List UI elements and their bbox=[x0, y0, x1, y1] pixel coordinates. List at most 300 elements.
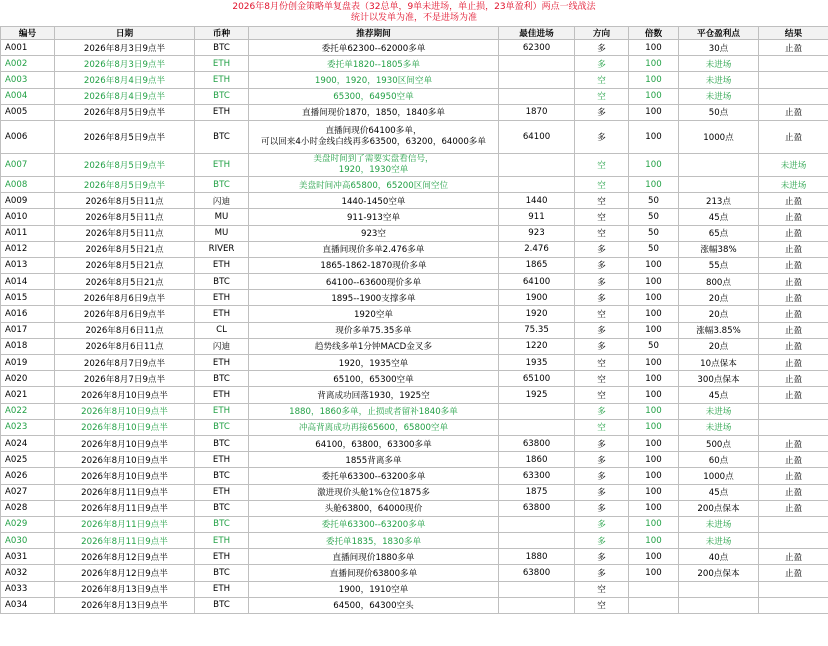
cell-pnl: 未进场 bbox=[679, 533, 759, 549]
cell-pnl: 未进场 bbox=[679, 419, 759, 435]
cell-date: 2026年8月11日9点半 bbox=[55, 484, 195, 500]
cell-recommendation: 直播间现价1880多单 bbox=[249, 549, 499, 565]
cell-leverage: 100 bbox=[629, 435, 679, 451]
table-row bbox=[1, 72, 828, 88]
cell-date: 2026年8月5日21点 bbox=[55, 241, 195, 257]
cell-date: 2026年8月4日9点半 bbox=[55, 88, 195, 104]
cell-id: A027 bbox=[1, 484, 55, 500]
cell-entry: 1875 bbox=[499, 484, 575, 500]
cell-recommendation: 委托单1835，1830多单 bbox=[249, 533, 499, 549]
cell-id: A016 bbox=[1, 306, 55, 322]
cell-result: 止盈 bbox=[759, 290, 828, 306]
cell-entry: 1925 bbox=[499, 387, 575, 403]
cell-result: 止盈 bbox=[759, 193, 828, 209]
cell-date: 2026年8月4日9点半 bbox=[55, 72, 195, 88]
cell-result: 止盈 bbox=[759, 452, 828, 468]
cell-date: 2026年8月5日9点半 bbox=[55, 104, 195, 120]
cell-pnl bbox=[679, 176, 759, 192]
cell-recommendation: 65300，64950空单 bbox=[249, 88, 499, 104]
cell-entry: 2.476 bbox=[499, 241, 575, 257]
cell-leverage: 100 bbox=[629, 88, 679, 104]
cell-direction: 多 bbox=[575, 56, 629, 72]
header-pnl: 平仓盈利点 bbox=[679, 27, 759, 40]
cell-recommendation: 头舱63800，64000现价 bbox=[249, 500, 499, 516]
cell-direction: 空 bbox=[575, 225, 629, 241]
cell-id: A002 bbox=[1, 56, 55, 72]
cell-recommendation: 64100--63600现价多单 bbox=[249, 274, 499, 290]
cell-result bbox=[759, 581, 828, 597]
cell-coin: ETH bbox=[195, 403, 249, 419]
cell-result: 止盈 bbox=[759, 120, 828, 153]
cell-direction: 空 bbox=[575, 209, 629, 225]
cell-recommendation: 1880，1860多单，止损或者留补1840多单 bbox=[249, 403, 499, 419]
cell-pnl: 1000点 bbox=[679, 468, 759, 484]
header-coin: 币种 bbox=[195, 27, 249, 40]
cell-leverage: 50 bbox=[629, 225, 679, 241]
cell-direction: 多 bbox=[575, 120, 629, 153]
cell-result: 止盈 bbox=[759, 500, 828, 516]
cell-entry: 75.35 bbox=[499, 322, 575, 338]
cell-result: 止盈 bbox=[759, 549, 828, 565]
table-row bbox=[1, 257, 828, 273]
cell-recommendation: 64500，64300空头 bbox=[249, 597, 499, 613]
cell-id: A004 bbox=[1, 88, 55, 104]
cell-result bbox=[759, 403, 828, 419]
cell-date: 2026年8月10日9点半 bbox=[55, 419, 195, 435]
cell-direction: 空 bbox=[575, 419, 629, 435]
cell-pnl bbox=[679, 597, 759, 613]
table-row bbox=[1, 120, 828, 153]
table-row bbox=[1, 371, 828, 387]
cell-date: 2026年8月7日9点半 bbox=[55, 371, 195, 387]
header-date: 日期 bbox=[55, 27, 195, 40]
cell-date: 2026年8月13日9点半 bbox=[55, 581, 195, 597]
cell-date: 2026年8月5日21点 bbox=[55, 257, 195, 273]
cell-coin: ETH bbox=[195, 452, 249, 468]
cell-recommendation: 美盘时间到了需要实盘看信号， 1920，1930空单 bbox=[249, 153, 499, 176]
cell-recommendation: 1900，1910空单 bbox=[249, 581, 499, 597]
cell-result: 止盈 bbox=[759, 274, 828, 290]
cell-recommendation: 直播间现价多单2.476多单 bbox=[249, 241, 499, 257]
cell-pnl: 20点 bbox=[679, 338, 759, 354]
cell-recommendation: 1855背离多单 bbox=[249, 452, 499, 468]
cell-result bbox=[759, 72, 828, 88]
cell-result: 止盈 bbox=[759, 338, 828, 354]
cell-pnl: 未进场 bbox=[679, 72, 759, 88]
cell-date: 2026年8月13日9点半 bbox=[55, 597, 195, 613]
cell-pnl: 40点 bbox=[679, 549, 759, 565]
cell-date: 2026年8月5日9点半 bbox=[55, 153, 195, 176]
cell-date: 2026年8月10日9点半 bbox=[55, 403, 195, 419]
cell-leverage: 100 bbox=[629, 257, 679, 273]
table-row bbox=[1, 484, 828, 500]
cell-date: 2026年8月6日11点 bbox=[55, 322, 195, 338]
cell-result bbox=[759, 533, 828, 549]
cell-coin: RIVER bbox=[195, 241, 249, 257]
table-row bbox=[1, 468, 828, 484]
cell-pnl: 涨幅38% bbox=[679, 241, 759, 257]
cell-result: 止盈 bbox=[759, 322, 828, 338]
table-row bbox=[1, 355, 828, 371]
cell-direction: 多 bbox=[575, 549, 629, 565]
cell-leverage: 100 bbox=[629, 176, 679, 192]
cell-date: 2026年8月3日9点半 bbox=[55, 40, 195, 56]
cell-id: A022 bbox=[1, 403, 55, 419]
cell-direction: 多 bbox=[575, 257, 629, 273]
cell-coin: ETH bbox=[195, 257, 249, 273]
cell-pnl: 涨幅3.85% bbox=[679, 322, 759, 338]
cell-result: 未进场 bbox=[759, 153, 828, 176]
cell-direction: 多 bbox=[575, 500, 629, 516]
cell-entry: 1440 bbox=[499, 193, 575, 209]
table-row bbox=[1, 500, 828, 516]
table-row bbox=[1, 153, 828, 176]
strategy-table bbox=[0, 26, 828, 614]
cell-coin: BTC bbox=[195, 371, 249, 387]
table-row bbox=[1, 104, 828, 120]
cell-pnl bbox=[679, 581, 759, 597]
table-body bbox=[1, 40, 828, 614]
cell-leverage: 100 bbox=[629, 484, 679, 500]
cell-id: A007 bbox=[1, 153, 55, 176]
cell-direction: 空 bbox=[575, 597, 629, 613]
cell-result: 止盈 bbox=[759, 565, 828, 581]
cell-pnl: 10点保本 bbox=[679, 355, 759, 371]
cell-leverage: 100 bbox=[629, 104, 679, 120]
cell-direction: 多 bbox=[575, 533, 629, 549]
cell-recommendation: 冲高背离成功再接65600，65800空单 bbox=[249, 419, 499, 435]
table-row bbox=[1, 597, 828, 613]
cell-entry: 64100 bbox=[499, 120, 575, 153]
table-row bbox=[1, 209, 828, 225]
cell-direction: 空 bbox=[575, 153, 629, 176]
cell-entry bbox=[499, 516, 575, 532]
cell-recommendation: 64100，63800，63300多单 bbox=[249, 435, 499, 451]
cell-leverage: 100 bbox=[629, 274, 679, 290]
cell-recommendation: 直播间现价1870，1850，1840多单 bbox=[249, 104, 499, 120]
cell-recommendation: 背离成功回落1930，1925空 bbox=[249, 387, 499, 403]
cell-coin: MU bbox=[195, 225, 249, 241]
cell-recommendation: 1440-1450空单 bbox=[249, 193, 499, 209]
cell-result bbox=[759, 56, 828, 72]
table-row bbox=[1, 193, 828, 209]
cell-result bbox=[759, 516, 828, 532]
cell-pnl: 45点 bbox=[679, 209, 759, 225]
table-row bbox=[1, 56, 828, 72]
cell-date: 2026年8月6日9点半 bbox=[55, 290, 195, 306]
cell-pnl: 45点 bbox=[679, 387, 759, 403]
cell-id: A013 bbox=[1, 257, 55, 273]
cell-date: 2026年8月5日9点半 bbox=[55, 176, 195, 192]
cell-coin: ETH bbox=[195, 153, 249, 176]
cell-id: A014 bbox=[1, 274, 55, 290]
cell-leverage: 100 bbox=[629, 387, 679, 403]
cell-direction: 多 bbox=[575, 104, 629, 120]
cell-coin: BTC bbox=[195, 435, 249, 451]
cell-pnl: 50点 bbox=[679, 104, 759, 120]
cell-leverage: 50 bbox=[629, 193, 679, 209]
cell-coin: BTC bbox=[195, 565, 249, 581]
cell-leverage: 100 bbox=[629, 40, 679, 56]
table-row bbox=[1, 419, 828, 435]
cell-date: 2026年8月5日11点 bbox=[55, 209, 195, 225]
cell-leverage bbox=[629, 597, 679, 613]
cell-entry bbox=[499, 56, 575, 72]
cell-entry: 64100 bbox=[499, 274, 575, 290]
cell-pnl: 未进场 bbox=[679, 403, 759, 419]
table-row bbox=[1, 306, 828, 322]
cell-id: A003 bbox=[1, 72, 55, 88]
header-recommendation: 推荐期间 bbox=[249, 27, 499, 40]
table-row bbox=[1, 241, 828, 257]
cell-result: 未进场 bbox=[759, 176, 828, 192]
cell-leverage: 100 bbox=[629, 419, 679, 435]
table-row bbox=[1, 322, 828, 338]
cell-recommendation: 1900，1920，1930区间空单 bbox=[249, 72, 499, 88]
cell-date: 2026年8月12日9点半 bbox=[55, 549, 195, 565]
cell-direction: 多 bbox=[575, 403, 629, 419]
cell-coin: ETH bbox=[195, 56, 249, 72]
cell-coin: BTC bbox=[195, 88, 249, 104]
cell-id: A025 bbox=[1, 452, 55, 468]
cell-entry bbox=[499, 533, 575, 549]
header-direction: 方向 bbox=[575, 27, 629, 40]
cell-entry bbox=[499, 153, 575, 176]
cell-result bbox=[759, 419, 828, 435]
cell-pnl: 200点保本 bbox=[679, 565, 759, 581]
cell-entry: 923 bbox=[499, 225, 575, 241]
table-row bbox=[1, 516, 828, 532]
cell-entry: 62300 bbox=[499, 40, 575, 56]
cell-direction: 空 bbox=[575, 193, 629, 209]
cell-leverage: 100 bbox=[629, 153, 679, 176]
cell-id: A010 bbox=[1, 209, 55, 225]
cell-pnl: 65点 bbox=[679, 225, 759, 241]
cell-direction: 多 bbox=[575, 241, 629, 257]
cell-recommendation: 1920空单 bbox=[249, 306, 499, 322]
table-row bbox=[1, 88, 828, 104]
cell-coin: BTC bbox=[195, 419, 249, 435]
cell-pnl: 20点 bbox=[679, 306, 759, 322]
cell-id: A033 bbox=[1, 581, 55, 597]
table-row bbox=[1, 225, 828, 241]
cell-recommendation: 激进现价头舱1%仓位1875多 bbox=[249, 484, 499, 500]
cell-direction: 多 bbox=[575, 484, 629, 500]
cell-coin: CL bbox=[195, 322, 249, 338]
cell-leverage: 100 bbox=[629, 306, 679, 322]
cell-recommendation: 1920，1935空单 bbox=[249, 355, 499, 371]
cell-recommendation: 1865-1862-1870现价多单 bbox=[249, 257, 499, 273]
cell-id: A006 bbox=[1, 120, 55, 153]
cell-result bbox=[759, 597, 828, 613]
sheet-title: 2026年8月份创金策略单复盘表（32总单，9单未进场，单止损，23单盈利）两点一线战法 bbox=[232, 2, 596, 12]
cell-direction: 多 bbox=[575, 40, 629, 56]
cell-leverage: 100 bbox=[629, 468, 679, 484]
cell-id: A001 bbox=[1, 40, 55, 56]
cell-direction: 空 bbox=[575, 306, 629, 322]
cell-id: A009 bbox=[1, 193, 55, 209]
cell-direction: 多 bbox=[575, 468, 629, 484]
cell-pnl: 300点保本 bbox=[679, 371, 759, 387]
cell-leverage: 100 bbox=[629, 56, 679, 72]
cell-leverage: 100 bbox=[629, 516, 679, 532]
cell-entry: 1880 bbox=[499, 549, 575, 565]
table-row bbox=[1, 435, 828, 451]
cell-leverage: 100 bbox=[629, 403, 679, 419]
cell-result: 止盈 bbox=[759, 257, 828, 273]
table-row bbox=[1, 452, 828, 468]
cell-leverage: 100 bbox=[629, 549, 679, 565]
cell-entry: 65100 bbox=[499, 371, 575, 387]
cell-coin: ETH bbox=[195, 533, 249, 549]
cell-result: 止盈 bbox=[759, 355, 828, 371]
cell-id: A029 bbox=[1, 516, 55, 532]
cell-direction: 多 bbox=[575, 565, 629, 581]
cell-direction: 多 bbox=[575, 338, 629, 354]
cell-direction: 空 bbox=[575, 72, 629, 88]
cell-entry: 911 bbox=[499, 209, 575, 225]
cell-pnl: 200点保本 bbox=[679, 500, 759, 516]
table-row bbox=[1, 581, 828, 597]
cell-result: 止盈 bbox=[759, 225, 828, 241]
cell-recommendation: 65100，65300空单 bbox=[249, 371, 499, 387]
cell-pnl: 30点 bbox=[679, 40, 759, 56]
cell-result: 止盈 bbox=[759, 484, 828, 500]
cell-coin: BTC bbox=[195, 274, 249, 290]
cell-coin: BTC bbox=[195, 468, 249, 484]
cell-date: 2026年8月5日9点半 bbox=[55, 120, 195, 153]
cell-id: A005 bbox=[1, 104, 55, 120]
cell-result: 止盈 bbox=[759, 435, 828, 451]
cell-leverage: 100 bbox=[629, 371, 679, 387]
cell-id: A032 bbox=[1, 565, 55, 581]
cell-result: 止盈 bbox=[759, 306, 828, 322]
cell-date: 2026年8月10日9点半 bbox=[55, 387, 195, 403]
cell-pnl bbox=[679, 153, 759, 176]
cell-id: A017 bbox=[1, 322, 55, 338]
cell-id: A034 bbox=[1, 597, 55, 613]
cell-coin: 闪迪 bbox=[195, 193, 249, 209]
cell-coin: ETH bbox=[195, 387, 249, 403]
cell-entry: 1860 bbox=[499, 452, 575, 468]
cell-coin: ETH bbox=[195, 290, 249, 306]
table-row bbox=[1, 403, 828, 419]
cell-result: 止盈 bbox=[759, 104, 828, 120]
cell-recommendation: 美盘时间冲高65800，65200区间空位 bbox=[249, 176, 499, 192]
cell-date: 2026年8月11日9点半 bbox=[55, 516, 195, 532]
cell-pnl: 45点 bbox=[679, 484, 759, 500]
cell-coin: ETH bbox=[195, 581, 249, 597]
cell-entry bbox=[499, 581, 575, 597]
cell-result: 止盈 bbox=[759, 209, 828, 225]
cell-pnl: 213点 bbox=[679, 193, 759, 209]
cell-id: A012 bbox=[1, 241, 55, 257]
cell-recommendation: 委托单62300--62000多单 bbox=[249, 40, 499, 56]
cell-leverage: 100 bbox=[629, 533, 679, 549]
cell-id: A026 bbox=[1, 468, 55, 484]
cell-coin: BTC bbox=[195, 597, 249, 613]
cell-entry: 63800 bbox=[499, 500, 575, 516]
cell-id: A008 bbox=[1, 176, 55, 192]
cell-coin: BTC bbox=[195, 500, 249, 516]
cell-entry bbox=[499, 88, 575, 104]
table-row bbox=[1, 176, 828, 192]
cell-leverage: 100 bbox=[629, 322, 679, 338]
cell-coin: BTC bbox=[195, 516, 249, 532]
cell-result: 止盈 bbox=[759, 387, 828, 403]
cell-leverage: 50 bbox=[629, 209, 679, 225]
table-row bbox=[1, 274, 828, 290]
header-id: 编号 bbox=[1, 27, 55, 40]
cell-entry: 1900 bbox=[499, 290, 575, 306]
cell-pnl: 55点 bbox=[679, 257, 759, 273]
cell-date: 2026年8月11日9点半 bbox=[55, 533, 195, 549]
cell-entry: 1220 bbox=[499, 338, 575, 354]
sheet-subtitle: 统计以发单为准，不是进场为准 bbox=[350, 13, 477, 23]
header-row bbox=[1, 27, 828, 40]
cell-date: 2026年8月5日11点 bbox=[55, 225, 195, 241]
cell-leverage: 50 bbox=[629, 241, 679, 257]
cell-coin: ETH bbox=[195, 355, 249, 371]
cell-direction: 空 bbox=[575, 371, 629, 387]
cell-entry bbox=[499, 403, 575, 419]
cell-direction: 多 bbox=[575, 290, 629, 306]
cell-direction: 多 bbox=[575, 452, 629, 468]
cell-leverage: 100 bbox=[629, 290, 679, 306]
cell-pnl: 1000点 bbox=[679, 120, 759, 153]
header-entry: 最佳进场 bbox=[499, 27, 575, 40]
cell-id: A028 bbox=[1, 500, 55, 516]
table-row bbox=[1, 40, 828, 56]
cell-entry bbox=[499, 419, 575, 435]
cell-entry: 1870 bbox=[499, 104, 575, 120]
table-row bbox=[1, 338, 828, 354]
cell-leverage: 100 bbox=[629, 500, 679, 516]
table-row bbox=[1, 533, 828, 549]
cell-coin: ETH bbox=[195, 104, 249, 120]
cell-leverage: 100 bbox=[629, 72, 679, 88]
cell-date: 2026年8月10日9点半 bbox=[55, 468, 195, 484]
cell-direction: 空 bbox=[575, 176, 629, 192]
cell-id: A020 bbox=[1, 371, 55, 387]
header-result: 结果 bbox=[759, 27, 828, 40]
cell-id: A019 bbox=[1, 355, 55, 371]
cell-direction: 空 bbox=[575, 581, 629, 597]
cell-id: A015 bbox=[1, 290, 55, 306]
cell-direction: 空 bbox=[575, 355, 629, 371]
cell-leverage: 100 bbox=[629, 565, 679, 581]
cell-date: 2026年8月6日9点半 bbox=[55, 306, 195, 322]
cell-direction: 多 bbox=[575, 435, 629, 451]
cell-id: A023 bbox=[1, 419, 55, 435]
cell-date: 2026年8月10日9点半 bbox=[55, 435, 195, 451]
cell-date: 2026年8月3日9点半 bbox=[55, 56, 195, 72]
cell-direction: 多 bbox=[575, 322, 629, 338]
cell-entry bbox=[499, 72, 575, 88]
cell-coin: ETH bbox=[195, 306, 249, 322]
cell-coin: BTC bbox=[195, 176, 249, 192]
cell-result: 止盈 bbox=[759, 241, 828, 257]
cell-coin: ETH bbox=[195, 72, 249, 88]
table-row bbox=[1, 387, 828, 403]
cell-leverage bbox=[629, 581, 679, 597]
cell-result bbox=[759, 88, 828, 104]
table-row bbox=[1, 565, 828, 581]
cell-recommendation: 911-913空单 bbox=[249, 209, 499, 225]
cell-id: A024 bbox=[1, 435, 55, 451]
cell-date: 2026年8月6日11点 bbox=[55, 338, 195, 354]
cell-coin: MU bbox=[195, 209, 249, 225]
